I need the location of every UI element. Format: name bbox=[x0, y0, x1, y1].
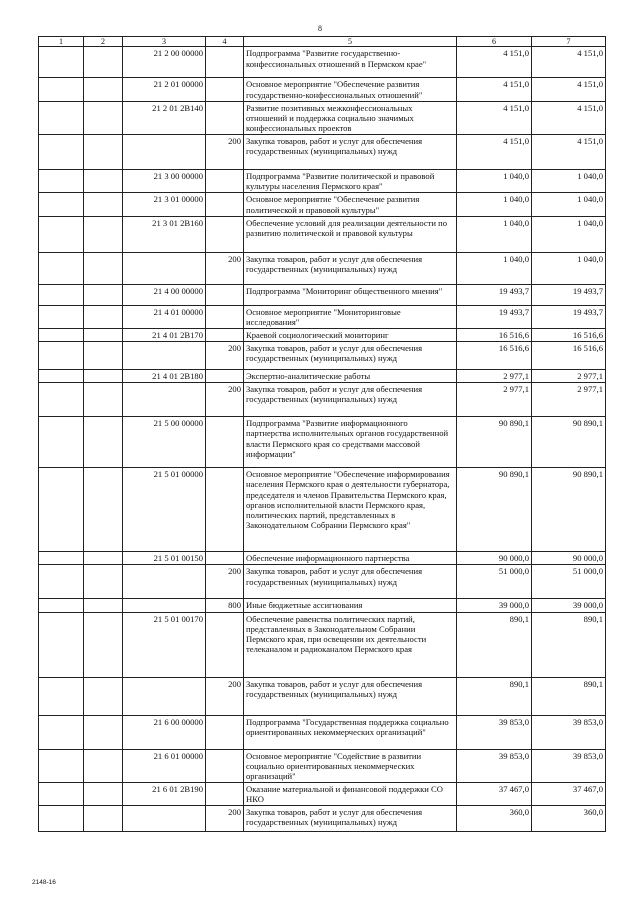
sub-cell bbox=[206, 170, 244, 193]
code-cell: 21 3 01 2В160 bbox=[123, 216, 206, 252]
col1-cell bbox=[39, 599, 84, 612]
table-row bbox=[39, 193, 606, 216]
description-cell: Закупка товаров, работ и услуг для обеспечения государственных (муниципальных) нужд bbox=[244, 383, 457, 417]
table-row bbox=[39, 370, 606, 383]
col1-cell bbox=[39, 252, 84, 284]
column-header-1: 1 bbox=[39, 37, 84, 47]
amount-cell: 19 493,7 bbox=[532, 305, 606, 328]
col1-cell bbox=[39, 806, 84, 832]
sub-cell bbox=[206, 305, 244, 328]
column-header-3: 3 bbox=[123, 37, 206, 47]
description-cell: Подпрограмма "Мониторинг общественного мнения" bbox=[244, 284, 457, 305]
page-number: 8 bbox=[318, 24, 322, 33]
col2-cell bbox=[84, 677, 123, 715]
code-cell: 21 6 01 2В190 bbox=[123, 782, 206, 805]
code-cell: 21 2 01 2В140 bbox=[123, 101, 206, 134]
amount-cell: 90 890,1 bbox=[457, 468, 532, 552]
sub-cell bbox=[206, 328, 244, 341]
amount-cell: 4 151,0 bbox=[457, 135, 532, 170]
amount-cell: 4 151,0 bbox=[457, 101, 532, 134]
sub-cell bbox=[206, 468, 244, 552]
amount-cell: 4 151,0 bbox=[532, 101, 606, 134]
description-cell: Обеспечение условий для реализации деятельности по развитию политической и правовой культуры bbox=[244, 216, 457, 252]
code-cell: 21 5 01 00150 bbox=[123, 552, 206, 565]
col2-cell bbox=[84, 806, 123, 832]
col1-cell bbox=[39, 468, 84, 552]
amount-cell: 1 040,0 bbox=[457, 216, 532, 252]
col2-cell bbox=[84, 370, 123, 383]
col1-cell bbox=[39, 342, 84, 370]
amount-cell: 19 493,7 bbox=[532, 284, 606, 305]
description-cell: Подпрограмма "Развитие политической и правовой культуры населения Пермского края" bbox=[244, 170, 457, 193]
col2-cell bbox=[84, 468, 123, 552]
table-row bbox=[39, 135, 606, 170]
table-row bbox=[39, 101, 606, 134]
sub-cell bbox=[206, 612, 244, 677]
col1-cell bbox=[39, 305, 84, 328]
amount-cell: 16 516,6 bbox=[457, 342, 532, 370]
table-row bbox=[39, 806, 606, 832]
sub-cell: 200 bbox=[206, 383, 244, 417]
description-cell: Основное мероприятие "Содействие в развитии социально ориентированных некоммерческих организаций" bbox=[244, 749, 457, 782]
description-cell: Иные бюджетные ассигнования bbox=[244, 599, 457, 612]
col2-cell bbox=[84, 782, 123, 805]
col2-cell bbox=[84, 193, 123, 216]
table-row bbox=[39, 468, 606, 552]
code-cell bbox=[123, 565, 206, 599]
amount-cell: 16 516,6 bbox=[457, 328, 532, 341]
amount-cell: 2 977,1 bbox=[532, 383, 606, 417]
amount-cell: 1 040,0 bbox=[532, 170, 606, 193]
amount-cell: 19 493,7 bbox=[457, 284, 532, 305]
table-row bbox=[39, 612, 606, 677]
description-cell: Краевой социологический мониторинг bbox=[244, 328, 457, 341]
col2-cell bbox=[84, 101, 123, 134]
column-header-2: 2 bbox=[84, 37, 123, 47]
amount-cell: 4 151,0 bbox=[532, 78, 606, 101]
col2-cell bbox=[84, 417, 123, 468]
amount-cell: 4 151,0 bbox=[532, 135, 606, 170]
amount-cell: 39 000,0 bbox=[457, 599, 532, 612]
sub-cell bbox=[206, 417, 244, 468]
sub-cell: 200 bbox=[206, 565, 244, 599]
sub-cell bbox=[206, 284, 244, 305]
sub-cell bbox=[206, 782, 244, 805]
description-cell: Основное мероприятие "Обеспечение информирования населения Пермского края о деятельности губернатора, председателя и членов Правительства Пермского края, органов исполнительной власти Пермского края, политических партий, представленных в Законодательном Собрании Пермского края" bbox=[244, 468, 457, 552]
amount-cell: 90 890,1 bbox=[532, 468, 606, 552]
sub-cell bbox=[206, 370, 244, 383]
col1-cell bbox=[39, 193, 84, 216]
description-cell: Закупка товаров, работ и услуг для обеспечения государственных (муниципальных) нужд bbox=[244, 252, 457, 284]
amount-cell: 90 890,1 bbox=[457, 417, 532, 468]
description-cell: Закупка товаров, работ и услуг для обеспечения государственных (муниципальных) нужд bbox=[244, 806, 457, 832]
col1-cell bbox=[39, 383, 84, 417]
description-cell: Подпрограмма "Развитие государственно-конфессиональных отношений в Пермском крае" bbox=[244, 47, 457, 78]
amount-cell: 39 853,0 bbox=[532, 749, 606, 782]
amount-cell: 90 890,1 bbox=[532, 417, 606, 468]
sub-cell: 200 bbox=[206, 252, 244, 284]
description-cell: Развитие позитивных межконфессиональных отношений и поддержка социально значимых конфессиональных проектов bbox=[244, 101, 457, 134]
code-cell: 21 5 00 00000 bbox=[123, 417, 206, 468]
col1-cell bbox=[39, 782, 84, 805]
sub-cell bbox=[206, 78, 244, 101]
column-header-6: 6 bbox=[457, 37, 532, 47]
col2-cell bbox=[84, 216, 123, 252]
amount-cell: 360,0 bbox=[532, 806, 606, 832]
col1-cell bbox=[39, 417, 84, 468]
code-cell bbox=[123, 677, 206, 715]
amount-cell: 39 853,0 bbox=[532, 715, 606, 749]
amount-cell: 4 151,0 bbox=[532, 47, 606, 78]
col2-cell bbox=[84, 552, 123, 565]
table-row bbox=[39, 170, 606, 193]
col1-cell bbox=[39, 552, 84, 565]
table-row bbox=[39, 252, 606, 284]
col2-cell bbox=[84, 305, 123, 328]
description-cell: Подпрограмма "Государственная поддержка социально ориентированных некоммерческих организаций" bbox=[244, 715, 457, 749]
amount-cell: 1 040,0 bbox=[532, 252, 606, 284]
table-row bbox=[39, 565, 606, 599]
code-cell: 21 2 00 00000 bbox=[123, 47, 206, 78]
column-header-7: 7 bbox=[532, 37, 606, 47]
code-cell: 21 4 00 00000 bbox=[123, 284, 206, 305]
description-cell: Закупка товаров, работ и услуг для обеспечения государственных (муниципальных) нужд bbox=[244, 565, 457, 599]
col2-cell bbox=[84, 170, 123, 193]
col1-cell bbox=[39, 170, 84, 193]
col2-cell bbox=[84, 715, 123, 749]
sub-cell bbox=[206, 715, 244, 749]
description-cell: Закупка товаров, работ и услуг для обеспечения государственных (муниципальных) нужд bbox=[244, 677, 457, 715]
col2-cell bbox=[84, 383, 123, 417]
col2-cell bbox=[84, 252, 123, 284]
description-cell: Подпрограмма "Развитие информационного партнерства исполнительных органов государственной власти Пермского края со средствами массовой информации" bbox=[244, 417, 457, 468]
amount-cell: 39 853,0 bbox=[457, 715, 532, 749]
col1-cell bbox=[39, 284, 84, 305]
col1-cell bbox=[39, 78, 84, 101]
table-row bbox=[39, 782, 606, 805]
amount-cell: 360,0 bbox=[457, 806, 532, 832]
code-cell: 21 6 01 00000 bbox=[123, 749, 206, 782]
amount-cell: 39 853,0 bbox=[457, 749, 532, 782]
col2-cell bbox=[84, 599, 123, 612]
amount-cell: 2 977,1 bbox=[457, 383, 532, 417]
description-cell: Оказание материальной и финансовой поддержки СО НКО bbox=[244, 782, 457, 805]
code-cell: 21 3 00 00000 bbox=[123, 170, 206, 193]
amount-cell: 19 493,7 bbox=[457, 305, 532, 328]
col2-cell bbox=[84, 47, 123, 78]
table-row bbox=[39, 78, 606, 101]
col1-cell bbox=[39, 612, 84, 677]
table-row bbox=[39, 749, 606, 782]
code-cell bbox=[123, 599, 206, 612]
amount-cell: 16 516,6 bbox=[532, 342, 606, 370]
table-row bbox=[39, 342, 606, 370]
sub-cell bbox=[206, 101, 244, 134]
col2-cell bbox=[84, 135, 123, 170]
col1-cell bbox=[39, 677, 84, 715]
table-row bbox=[39, 599, 606, 612]
code-cell bbox=[123, 806, 206, 832]
sub-cell bbox=[206, 193, 244, 216]
column-header-5: 5 bbox=[244, 37, 457, 47]
table-row bbox=[39, 677, 606, 715]
code-cell: 21 4 01 00000 bbox=[123, 305, 206, 328]
amount-cell: 1 040,0 bbox=[532, 193, 606, 216]
amount-cell: 1 040,0 bbox=[532, 216, 606, 252]
col2-cell bbox=[84, 612, 123, 677]
amount-cell: 39 000,0 bbox=[532, 599, 606, 612]
amount-cell: 1 040,0 bbox=[457, 252, 532, 284]
sub-cell: 200 bbox=[206, 806, 244, 832]
amount-cell: 890,1 bbox=[457, 612, 532, 677]
col1-cell bbox=[39, 47, 84, 78]
amount-cell: 890,1 bbox=[532, 677, 606, 715]
description-cell: Основное мероприятие "Обеспечение развития политической и правовой культуры" bbox=[244, 193, 457, 216]
code-cell: 21 6 00 00000 bbox=[123, 715, 206, 749]
col2-cell bbox=[84, 328, 123, 341]
description-cell: Обеспечение равенства политических партий, представленных в Законодательном Собрании Пермского края, при освещении их деятельности телеканалом и радиоканалом Пермского края bbox=[244, 612, 457, 677]
table-row bbox=[39, 715, 606, 749]
code-cell: 21 2 01 00000 bbox=[123, 78, 206, 101]
code-cell: 21 4 01 2В180 bbox=[123, 370, 206, 383]
col1-cell bbox=[39, 749, 84, 782]
code-cell bbox=[123, 135, 206, 170]
code-cell: 21 5 01 00000 bbox=[123, 468, 206, 552]
description-cell: Основное мероприятие "Обеспечение развития государственно-конфессиональных отношений" bbox=[244, 78, 457, 101]
description-cell: Обеспечение информационного партнерства bbox=[244, 552, 457, 565]
col2-cell bbox=[84, 565, 123, 599]
amount-cell: 51 000,0 bbox=[532, 565, 606, 599]
code-cell bbox=[123, 383, 206, 417]
col1-cell bbox=[39, 370, 84, 383]
amount-cell: 890,1 bbox=[457, 677, 532, 715]
amount-cell: 2 977,1 bbox=[457, 370, 532, 383]
header-row bbox=[39, 37, 606, 47]
description-cell: Закупка товаров, работ и услуг для обеспечения государственных (муниципальных) нужд bbox=[244, 135, 457, 170]
table-row bbox=[39, 417, 606, 468]
col1-cell bbox=[39, 715, 84, 749]
description-cell: Закупка товаров, работ и услуг для обеспечения государственных (муниципальных) нужд bbox=[244, 342, 457, 370]
description-cell: Экспертно-аналитические работы bbox=[244, 370, 457, 383]
amount-cell: 16 516,6 bbox=[532, 328, 606, 341]
code-cell bbox=[123, 252, 206, 284]
amount-cell: 890,1 bbox=[532, 612, 606, 677]
footer-code: 2148-16 bbox=[32, 879, 56, 886]
amount-cell: 1 040,0 bbox=[457, 170, 532, 193]
table-row bbox=[39, 284, 606, 305]
table-row bbox=[39, 328, 606, 341]
table-row bbox=[39, 383, 606, 417]
sub-cell bbox=[206, 47, 244, 78]
amount-cell: 90 000,0 bbox=[532, 552, 606, 565]
column-header-4: 4 bbox=[206, 37, 244, 47]
amount-cell: 37 467,0 bbox=[457, 782, 532, 805]
table-row bbox=[39, 552, 606, 565]
amount-cell: 1 040,0 bbox=[457, 193, 532, 216]
description-cell: Основное мероприятие "Мониторинговые исследования" bbox=[244, 305, 457, 328]
table-row bbox=[39, 216, 606, 252]
col1-cell bbox=[39, 101, 84, 134]
col2-cell bbox=[84, 284, 123, 305]
table-body bbox=[39, 47, 606, 832]
code-cell bbox=[123, 342, 206, 370]
col1-cell bbox=[39, 135, 84, 170]
col2-cell bbox=[84, 342, 123, 370]
col1-cell bbox=[39, 565, 84, 599]
table-row bbox=[39, 305, 606, 328]
sub-cell bbox=[206, 216, 244, 252]
amount-cell: 90 000,0 bbox=[457, 552, 532, 565]
code-cell: 21 3 01 00000 bbox=[123, 193, 206, 216]
budget-table bbox=[38, 36, 606, 832]
amount-cell: 2 977,1 bbox=[532, 370, 606, 383]
amount-cell: 4 151,0 bbox=[457, 47, 532, 78]
sub-cell: 200 bbox=[206, 342, 244, 370]
sub-cell: 200 bbox=[206, 135, 244, 170]
col2-cell bbox=[84, 78, 123, 101]
amount-cell: 4 151,0 bbox=[457, 78, 532, 101]
sub-cell: 200 bbox=[206, 677, 244, 715]
sub-cell bbox=[206, 749, 244, 782]
sub-cell bbox=[206, 552, 244, 565]
amount-cell: 51 000,0 bbox=[457, 565, 532, 599]
sub-cell: 800 bbox=[206, 599, 244, 612]
code-cell: 21 5 01 00170 bbox=[123, 612, 206, 677]
code-cell: 21 4 01 2В170 bbox=[123, 328, 206, 341]
amount-cell: 37 467,0 bbox=[532, 782, 606, 805]
col2-cell bbox=[84, 749, 123, 782]
table-row bbox=[39, 47, 606, 78]
col1-cell bbox=[39, 216, 84, 252]
col1-cell bbox=[39, 328, 84, 341]
